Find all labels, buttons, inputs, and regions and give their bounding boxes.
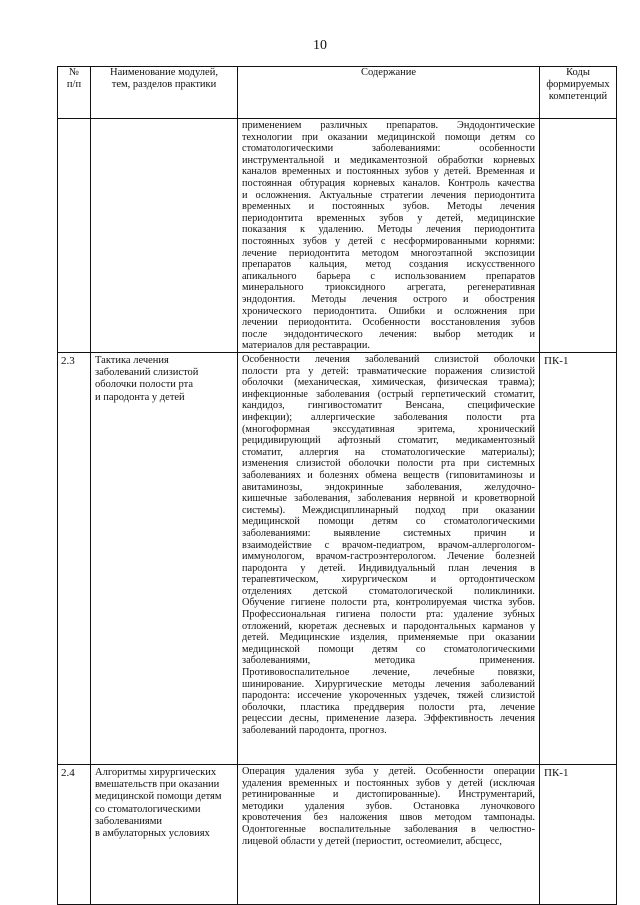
content-line: рецессии десны, применение лазера. Эффективность лечения (242, 713, 535, 725)
content-line: кишечные заболевания, заболевания нервной и кроветворной (242, 493, 535, 505)
content-line: инфекционные заболевания (острый герпетический стоматит, (242, 388, 535, 400)
row-content (238, 119, 540, 353)
content-line: заболеваниями, методика применения. (242, 655, 535, 667)
table-row (58, 353, 617, 765)
content-line: Противовоспалительное лечение, лечебные повязки, (242, 667, 535, 679)
row-number (58, 119, 91, 353)
content-line: Обучение гигиене полости рта, контролируемая чистка зубов. (242, 597, 535, 609)
module-name-line: медицинской помощи детям (95, 791, 222, 803)
content-line: апикального барьера с использованием препаратов (242, 270, 535, 282)
content-line: системы). Междисциплинарный подход при оказании (242, 504, 535, 516)
module-name-line: со стоматологическими (95, 803, 201, 815)
content-line: постоянных зубов у детей с несформированными корнями: (242, 235, 535, 247)
content-line: Одонтогенные воспалительные заболевания в челюстно- (242, 823, 535, 835)
content-line: лечении периодонтита. Особенности восстановления зубов (242, 317, 535, 329)
content-line: показания к удалению. Методы лечения периодонтита (242, 224, 535, 236)
content-line: пародонта у детей. Индивидуальный план лечения в (242, 562, 535, 574)
content-line: отделениях детской стоматологической поликлиники. (242, 585, 535, 597)
content-line: периодонтита временных зубов у детей, медицинские (242, 212, 535, 224)
content-line: методики удаления зубов. Остановка луночкового (242, 800, 535, 812)
content-line: Профессиональная гигиена полости рта: удаление зубных (242, 609, 535, 621)
content-line: кровотечения без наложения швов методом тампонады. (242, 812, 535, 824)
row-module-name (91, 119, 238, 353)
table-row (58, 119, 617, 353)
row-number: 2.3 (58, 353, 91, 765)
row-module-name (91, 765, 238, 905)
content-line: оболочки, пластика преддверия полости рта, лечение (242, 701, 535, 713)
header-num: № п/п (58, 67, 91, 119)
table-header-row (58, 67, 617, 119)
table-body (58, 119, 617, 905)
row-competence-code: ПК-1 (540, 353, 617, 765)
content-line: кандидоз, гингивостоматит Венсана, специфические (242, 400, 535, 412)
content-line: медицинской помощи детям со стоматологическими (242, 516, 535, 528)
content-line: отложений, кюретаж десневых и пародонтальных карманов у (242, 620, 535, 632)
content-line: (многоформная экссудативная эритема, хронический (242, 423, 535, 435)
content-line: инструментальной и медикаментозной обработки корневых (242, 154, 535, 166)
module-name-line: Алгоритмы хирургических (95, 767, 217, 778)
content-line: удаления временных и постоянных зубов у детей (исключая (242, 777, 535, 789)
content-line: хронического периодонтита. Ошибки и осложнения при (242, 305, 535, 317)
content-line: временных и постоянных зубов. Методы лечения (242, 201, 535, 213)
content-line: полости рта у детей: травматические поражения слизистой (242, 365, 535, 377)
content-line: лицевой области у детей (периостит, остеомиелит, абсцесс, (242, 835, 503, 847)
content-line: постоянная обтурация корневых каналов. Контроль качества (242, 177, 535, 189)
module-name-line: вмешательств при оказании (95, 779, 220, 791)
content-line: иммунологом, врачом-гастроэнтерологом. Лечение болезней (242, 551, 535, 563)
content-line: и осложнения. Актуальные стратегии лечения периодонтита (242, 189, 535, 201)
module-name-line: Тактика лечения (95, 355, 169, 366)
module-name-line: в амбулаторных условиях (95, 828, 210, 840)
curriculum-table (57, 66, 617, 905)
content-line: применением различных препаратов. Эндодонтические (242, 120, 535, 131)
content-line: ретинированные и дистопированные). Инструментарий, (242, 789, 535, 801)
content-line: препаратов кальция, метод создания искусственного (242, 259, 535, 271)
header-codes: Коды формируемых компетенций (540, 67, 617, 119)
module-name-line: оболочки полости рта (95, 379, 194, 391)
content-line: терапевтическом, хирургическом и ортодонтическом (242, 574, 535, 586)
content-line: эндодонтия. Методы лечения острого и обострения (242, 293, 535, 305)
module-name-line: заболеваний слизистой (95, 367, 199, 379)
row-number: 2.4 (58, 765, 91, 905)
content-line: после эндодонтического лечения: выбор методик и (242, 328, 535, 340)
module-name-line: и пародонта у детей (95, 391, 185, 403)
content-line: Операция удаления зуба у детей. Особенности операции (242, 766, 535, 777)
content-line: инфекции); аллергические заболевания полости рта (242, 411, 535, 423)
content-line: детей. Медицинские изделия, применяемые при оказании (242, 632, 535, 644)
content-line: авитаминозы, эндокринные заболевания, желудочно- (242, 481, 535, 493)
content-line: материалов для реставрации. (242, 340, 370, 352)
module-name-line: заболеваниями (95, 815, 162, 827)
content-line: заболеваниях и болезнях обмена веществ (гиповитаминозы и (242, 469, 535, 481)
content-line: оболочки (механическая, химическая, физическая травма); (242, 377, 535, 389)
row-competence-code: ПК-1 (540, 765, 617, 905)
content-line: технологии при оказании медицинской помощи детям со (242, 131, 535, 143)
content-line: шинирование. Хирургические методы лечения заболеваний (242, 678, 535, 690)
row-content (238, 765, 540, 905)
content-line: Особенности лечения заболеваний слизистой оболочки (242, 354, 535, 365)
content-line: минерального триоксидного агрегата, регенеративная (242, 282, 535, 294)
content-line: изменения слизистой оболочки полости рта при системных (242, 458, 535, 470)
row-content (238, 353, 540, 765)
header-content: Содержание (238, 67, 540, 119)
content-line: заболеваний пародонта, прогноз. (242, 725, 387, 736)
page-number: 10 (313, 38, 327, 53)
content-line: медицинской помощи детям со стоматологическими (242, 643, 535, 655)
row-module-name (91, 353, 238, 765)
header-name: Наименование модулей, тем, разделов практики (91, 67, 238, 119)
content-line: лечение периодонтита методом многоэтапной экспозиции (242, 247, 535, 259)
content-line: взаимодействие с врачом-педиатром, врачом-аллергологом- (242, 539, 535, 551)
content-line: стоматит, аллергия на стоматологические материалы); (242, 446, 535, 458)
content-line: каналов временных и постоянных зубов у детей. Временная и (242, 166, 535, 178)
row-competence-code (540, 119, 617, 353)
content-line: пародонта: иссечение укороченных уздечек, тяжей слизистой (242, 690, 535, 702)
content-line: рецидивирующий афтозный стоматит, медикаментозный (242, 435, 535, 447)
content-line: стоматологическими заболеваниями: особенности (242, 143, 535, 155)
content-line: заболеваниями: выявление системных причин и (242, 527, 535, 539)
table-row (58, 765, 617, 905)
